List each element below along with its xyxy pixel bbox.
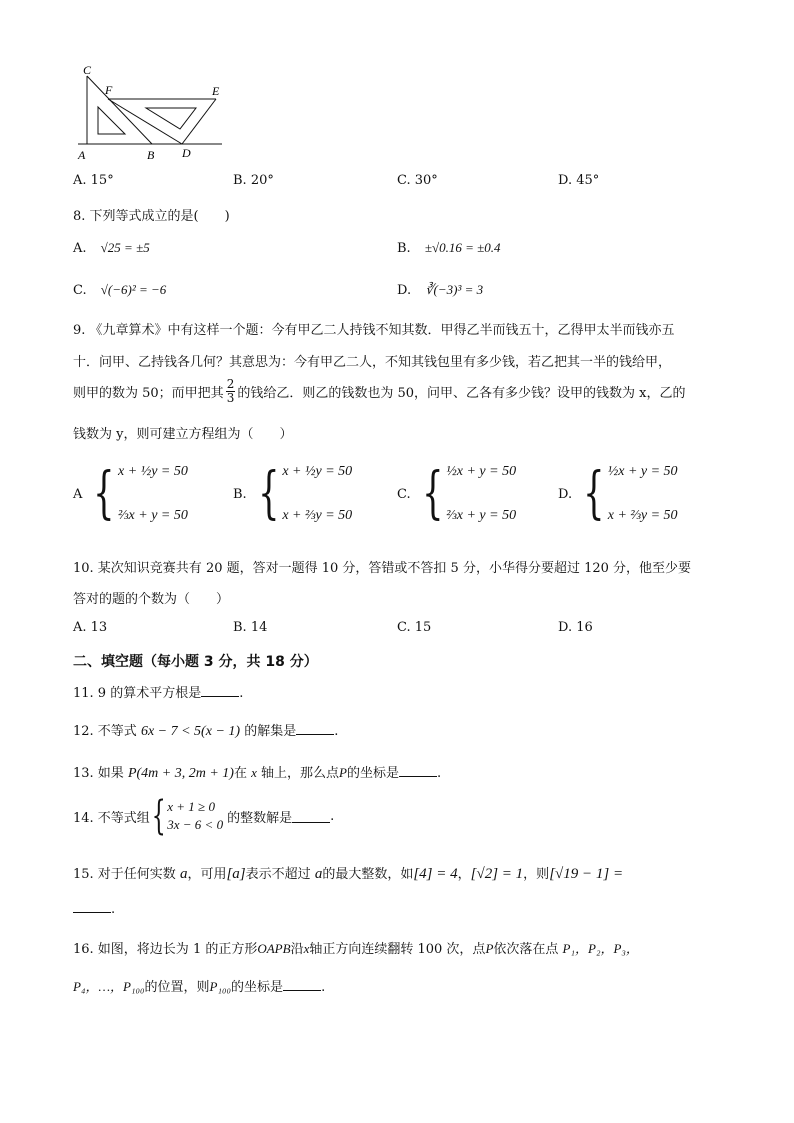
q7-option-c[interactable]: C. 30°	[397, 173, 438, 188]
q16-line-1b: 沿	[290, 942, 304, 957]
q15-ex2: [√2] = 1	[470, 866, 524, 882]
q8-b-expr: ±√0.16 = ±0.4	[424, 240, 501, 255]
q8-option-d[interactable]	[397, 282, 483, 298]
answer-blank[interactable]	[201, 684, 239, 697]
q9-a-eq1: x + ½y = 50	[118, 464, 188, 479]
q9-c-label: C.	[397, 486, 411, 502]
q12-end: .	[334, 724, 339, 739]
q15-mid4: ，则	[523, 867, 550, 882]
q16-line-1c: 轴正方向连续翻转 100 次，点	[309, 942, 486, 957]
q9-line-3b: 的钱给乙．则乙的钱数也为 50，问甲、乙各有多少钱？设甲的钱数为 x，乙的	[237, 386, 686, 401]
q11-end: .	[239, 686, 244, 701]
q9-line-4: 钱数为 y，则可建立方程组为（ ）	[73, 427, 293, 442]
label-b: B	[147, 148, 155, 162]
q14-post: 的整数解是	[227, 810, 293, 826]
triangle-figure	[70, 62, 240, 167]
section-title: 二、填空题（每小题 3 分，共 18 分）	[73, 654, 318, 670]
q16-line-1d: 依次落在点	[493, 942, 559, 957]
q12-expr: 6x − 7 < 5(x − 1)	[140, 724, 241, 739]
answer-blank[interactable]	[73, 900, 111, 913]
q8-b-label: B.	[397, 241, 411, 256]
q12	[73, 720, 338, 740]
q15-mid3: 的最大整数，如	[322, 867, 414, 882]
q16-x: x	[303, 941, 310, 956]
q15-ex1: [4] = 4	[413, 866, 458, 882]
q10-option-b[interactable]: B. 14	[233, 620, 268, 635]
q13-post2: 的坐标是	[347, 766, 400, 781]
q15-ex3: [√19 − 1] =	[549, 866, 624, 882]
q7-option-d[interactable]: D. 45°	[558, 173, 600, 188]
q16-oapb: OAPB	[257, 941, 291, 956]
q9-a-label: A	[73, 486, 83, 502]
q16-line-1	[73, 938, 639, 957]
q10-line-2: 答对的题的个数为（ ）	[73, 592, 230, 607]
q16-p: P	[485, 941, 494, 956]
q12-pre: 12. 不等式	[73, 724, 137, 739]
q9-line-1: 9. 《九章算术》中有这样一个题：今有甲乙二人持钱不知其数．甲得乙半而钱五十，乙得甲太半而钱亦五	[73, 323, 675, 338]
q8-c-expr: √(−6)² = −6	[100, 282, 167, 297]
q16-line-1a: 16. 如图，将边长为 1 的正方形	[73, 942, 258, 957]
q8-d-label: D.	[397, 283, 412, 298]
q9-option-b[interactable]	[233, 452, 352, 536]
q9-option-a[interactable]	[73, 452, 188, 536]
q11-text: 11. 9 的算术平方根是	[73, 686, 202, 701]
q9-c-eq1: ½x + y = 50	[446, 464, 517, 479]
q16-end: .	[321, 980, 326, 995]
q13-x: x	[251, 765, 257, 780]
answer-blank[interactable]	[283, 978, 321, 991]
q14-ineq1: x + 1 ≥ 0	[167, 799, 215, 814]
q16-line-2b: 的位置，则	[144, 980, 210, 995]
q15-mid1: ，可用	[187, 867, 227, 882]
q7-option-b[interactable]: B. 20°	[233, 173, 274, 188]
q16-line-2c: 的坐标是	[231, 980, 284, 995]
q9-d-eq1: ½x + y = 50	[607, 464, 678, 479]
q9-line-3	[73, 378, 685, 405]
q15-a: a	[179, 866, 188, 882]
answer-blank[interactable]	[296, 722, 334, 735]
q8-c-label: C.	[73, 283, 87, 298]
q11	[73, 682, 243, 701]
brace-icon: {	[257, 461, 280, 526]
q16-line-2	[73, 976, 325, 995]
q8-option-a[interactable]	[73, 240, 150, 256]
q12-post: 的解集是	[244, 724, 297, 739]
q14-ineq2: 3x − 6 < 0	[167, 817, 224, 832]
q8-a-label: A.	[73, 241, 87, 256]
answer-blank[interactable]	[399, 764, 437, 777]
q15-line-1	[73, 863, 623, 883]
q10-line-1: 10. 某次知识竞赛共有 20 题，答对一题得 10 分，答错或不答扣 5 分，小华得分要超过 120 分，他至少要	[73, 561, 692, 576]
q15-sep: ，	[457, 867, 471, 882]
fraction-two-thirds: $\frac{2}{3}$	[226, 377, 235, 405]
q13-post: 轴上，那么点	[261, 766, 340, 781]
q15-end: .	[111, 902, 116, 917]
q15-line-2	[73, 900, 115, 917]
brace-icon: {	[421, 461, 444, 526]
q13	[73, 762, 441, 782]
q13-p: P	[339, 765, 347, 780]
q16-line-2a: P₄，…，P₁₀₀	[73, 979, 145, 994]
label-a: A	[78, 148, 86, 162]
q10-option-c[interactable]: C. 15	[397, 620, 432, 635]
q9-d-eq2: x + ⅔y = 50	[607, 508, 678, 523]
label-e: E	[212, 84, 220, 98]
q14	[73, 793, 335, 839]
q9-a-eq2: ⅔x + y = 50	[118, 508, 188, 523]
q13-expr: P(4m + 3, 2m + 1)	[127, 766, 234, 781]
q16-p100: P₁₀₀	[209, 979, 232, 994]
brace-icon: {	[93, 461, 115, 526]
q10-option-d[interactable]: D. 16	[558, 620, 593, 635]
q9-option-c[interactable]	[397, 452, 516, 536]
q15-bracket: [a]	[226, 866, 246, 882]
label-c: C	[83, 63, 92, 77]
q13-mid: 在	[233, 766, 247, 781]
q8-option-b[interactable]	[397, 240, 501, 256]
q9-line-3a: 则甲的数为 50；而甲把其	[73, 386, 224, 401]
q8-d-expr: ∛(−3)³ = 3	[425, 282, 484, 297]
brace-icon: {	[583, 461, 605, 526]
q8-option-c[interactable]	[73, 282, 166, 298]
q14-pre: 14. 不等式组	[73, 810, 150, 826]
q15-mid2: 表示不超过	[245, 867, 311, 882]
q15-a2: a	[314, 866, 323, 882]
q9-b-eq1: x + ½y = 50	[282, 464, 353, 479]
q13-end: .	[437, 766, 442, 781]
q9-b-eq2: x + ⅔y = 50	[282, 508, 353, 523]
brace-icon: {	[151, 793, 166, 839]
q14-end: .	[330, 808, 335, 824]
q8-stem: 8. 下列等式成立的是( )	[73, 209, 230, 224]
q9-c-eq2: ⅔x + y = 50	[446, 508, 517, 523]
q13-pre: 13. 如果	[73, 766, 124, 781]
label-f: F	[105, 83, 113, 97]
answer-blank[interactable]	[292, 810, 330, 823]
label-d: D	[182, 146, 191, 160]
q10-option-a[interactable]: A. 13	[73, 620, 108, 635]
q7-option-a[interactable]: A. 15°	[73, 173, 114, 188]
q9-d-label: D.	[558, 486, 573, 502]
q9-option-d[interactable]	[558, 452, 678, 536]
q9-line-2: 十．问甲、乙持钱各几何？其意思为：今有甲乙二人，不知其钱包里有多少钱，若乙把其一半的钱给甲，	[73, 355, 672, 370]
q16-points: P₁，P₂，P₃，	[562, 941, 639, 956]
q9-b-label: B.	[233, 486, 247, 502]
q8-a-expr: √25 = ±5	[100, 240, 150, 255]
q15-pre: 15. 对于任何实数	[73, 867, 176, 882]
